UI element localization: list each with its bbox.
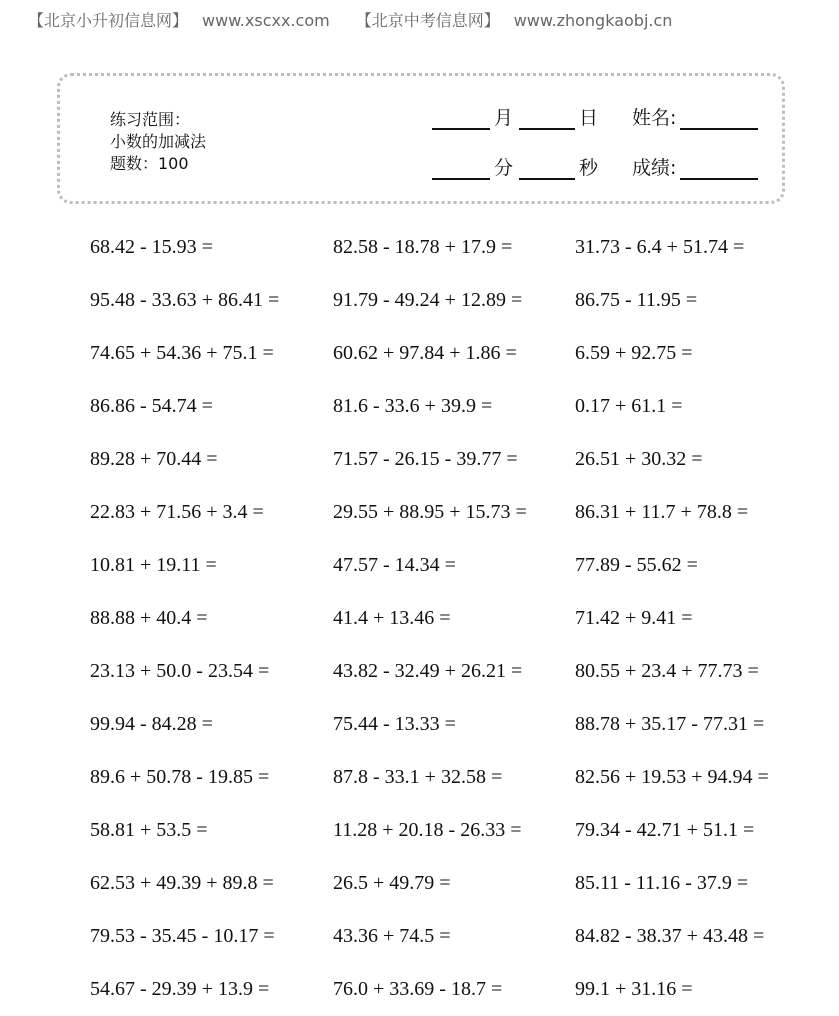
time-score-row: [432, 152, 772, 180]
problem-item: 99.94 - 84.28 =: [90, 713, 213, 735]
minute-blank[interactable]: [432, 156, 490, 180]
problem-item: 85.11 - 11.16 - 37.9 =: [575, 872, 749, 894]
range-label: 练习范围：: [110, 110, 191, 129]
problem-item: 41.4 + 13.46 =: [333, 607, 451, 629]
problem-row: [90, 539, 795, 592]
problem-item: 71.57 - 26.15 - 39.77 =: [333, 448, 518, 470]
problem-row: [90, 327, 795, 380]
exercise-info: [110, 109, 206, 175]
problem-row: [90, 751, 795, 804]
problem-item: 0.17 + 61.1 =: [575, 395, 683, 417]
problem-item: 54.67 - 29.39 + 13.9 =: [90, 978, 270, 1000]
problem-item: 95.48 - 33.63 + 86.41 =: [90, 289, 280, 311]
page-header: [28, 8, 686, 31]
problem-item: 84.82 - 38.37 + 43.48 =: [575, 925, 765, 947]
problem-item: 22.83 + 71.56 + 3.4 =: [90, 501, 264, 523]
problem-item: 88.78 + 35.17 - 77.31 =: [575, 713, 765, 735]
problem-item: 86.86 - 54.74 =: [90, 395, 213, 417]
problem-row: [90, 857, 795, 910]
problem-item: 29.55 + 88.95 + 15.73 =: [333, 501, 527, 523]
problem-item: 31.73 - 6.4 + 51.74 =: [575, 236, 745, 258]
problem-item: 89.28 + 70.44 =: [90, 448, 218, 470]
problem-row: [90, 592, 795, 645]
name-label: 姓名:: [632, 107, 677, 129]
range-value: 小数的加减法: [110, 132, 207, 151]
problem-item: 77.89 - 55.62 =: [575, 554, 698, 576]
problem-item: 82.56 + 19.53 + 94.94 =: [575, 766, 769, 788]
problem-item: 62.53 + 49.39 + 89.8 =: [90, 872, 274, 894]
problem-item: 87.8 - 33.1 + 32.58 =: [333, 766, 503, 788]
problem-item: 81.6 - 33.6 + 39.9 =: [333, 395, 493, 417]
month-label: 月: [494, 107, 514, 129]
problem-grid: [90, 221, 795, 1016]
problem-item: 86.31 + 11.7 + 78.8 =: [575, 501, 749, 523]
problem-item: 47.57 - 14.34 =: [333, 554, 456, 576]
problem-item: 79.53 - 35.45 - 10.17 =: [90, 925, 275, 947]
info-box: [57, 73, 785, 204]
day-label: 日: [579, 107, 599, 129]
problem-item: 60.62 + 97.84 + 1.86 =: [333, 342, 517, 364]
problem-item: 75.44 - 13.33 =: [333, 713, 456, 735]
problem-item: 58.81 + 53.5 =: [90, 819, 208, 841]
problem-item: 86.75 - 11.95 =: [575, 289, 698, 311]
problem-row: [90, 645, 795, 698]
score-blank[interactable]: [680, 156, 758, 180]
header-url-2: www.zhongkaobj.cn: [513, 11, 673, 30]
problem-item: 23.13 + 50.0 - 23.54 =: [90, 660, 270, 682]
day-blank[interactable]: [519, 106, 575, 130]
problem-row: [90, 963, 795, 1016]
problem-count: 题数：100: [110, 154, 189, 173]
problem-row: [90, 698, 795, 751]
problem-item: 80.55 + 23.4 + 77.73 =: [575, 660, 759, 682]
problem-row: [90, 380, 795, 433]
problem-item: 71.42 + 9.41 =: [575, 607, 693, 629]
problem-row: [90, 274, 795, 327]
header-site-2: 【北京中考信息网】: [355, 11, 500, 30]
score-label: 成绩:: [632, 157, 677, 179]
student-fields: [432, 102, 772, 202]
problem-item: 76.0 + 33.69 - 18.7 =: [333, 978, 503, 1000]
month-blank[interactable]: [432, 106, 490, 130]
problem-item: 91.79 - 49.24 + 12.89 =: [333, 289, 523, 311]
problem-item: 88.88 + 40.4 =: [90, 607, 208, 629]
problem-item: 89.6 + 50.78 - 19.85 =: [90, 766, 270, 788]
date-name-row: [432, 102, 772, 130]
header-site-1: 【北京小升初信息网】: [28, 11, 189, 30]
problem-row: [90, 910, 795, 963]
problem-item: 43.36 + 74.5 =: [333, 925, 451, 947]
problem-item: 10.81 + 19.11 =: [90, 554, 217, 576]
minute-label: 分: [494, 157, 514, 179]
problem-row: [90, 804, 795, 857]
name-blank[interactable]: [680, 106, 758, 130]
problem-item: 6.59 + 92.75 =: [575, 342, 693, 364]
problem-item: 43.82 - 32.49 + 26.21 =: [333, 660, 523, 682]
problem-row: [90, 433, 795, 486]
problem-row: [90, 221, 795, 274]
second-label: 秒: [579, 157, 599, 179]
second-blank[interactable]: [519, 156, 575, 180]
problem-item: 11.28 + 20.18 - 26.33 =: [333, 819, 522, 841]
problem-item: 26.5 + 49.79 =: [333, 872, 451, 894]
problem-item: 68.42 - 15.93 =: [90, 236, 213, 258]
problem-item: 26.51 + 30.32 =: [575, 448, 703, 470]
problem-row: [90, 486, 795, 539]
problem-item: 99.1 + 31.16 =: [575, 978, 693, 1000]
header-url-1: www.xscxx.com: [202, 11, 330, 30]
problem-item: 82.58 - 18.78 + 17.9 =: [333, 236, 513, 258]
problem-item: 79.34 - 42.71 + 51.1 =: [575, 819, 755, 841]
problem-item: 74.65 + 54.36 + 75.1 =: [90, 342, 274, 364]
